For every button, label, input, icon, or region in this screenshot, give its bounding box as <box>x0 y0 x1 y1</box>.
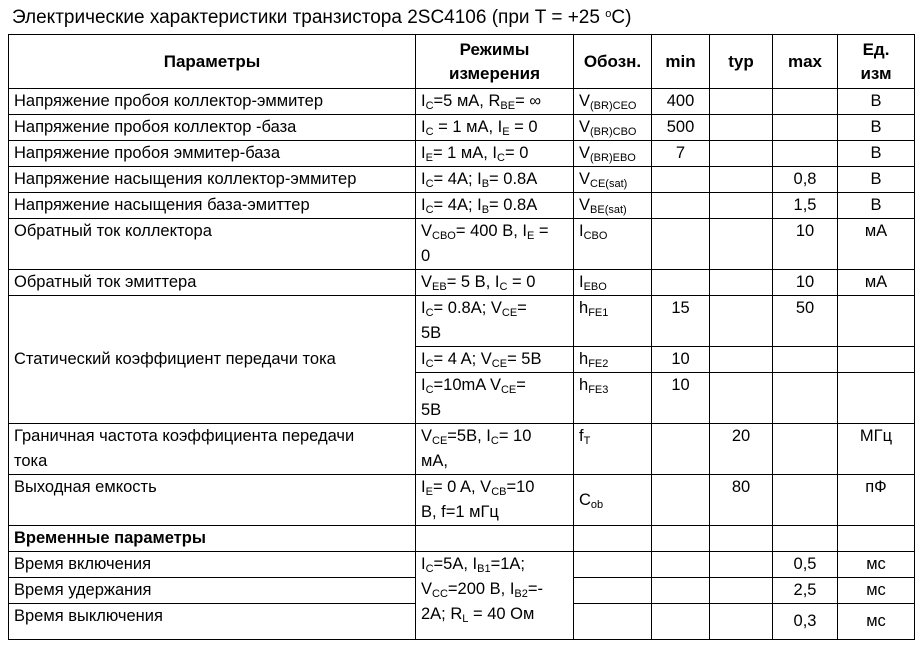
min-cell <box>652 578 710 604</box>
typ-cell <box>710 219 773 270</box>
max-cell <box>773 141 838 167</box>
cond-cell: $I_E= 1$ мА, $I_C= 0$ <box>416 141 574 167</box>
min-cell <box>652 552 710 578</box>
cond-cell: $I_C= 4A$; $I_B= 0.8A$ <box>416 167 574 193</box>
unit-cell: В <box>838 193 915 219</box>
min-cell <box>652 219 710 270</box>
cond-cell: $I_C= 0.8A$; $V_{CE}=$ 5В <box>416 296 574 347</box>
cond-cell <box>416 526 574 552</box>
max-cell: 0,5 <box>773 552 838 578</box>
cond-cell: $I_C=5$ мА, $R_{BE}=$ ∞ <box>416 89 574 115</box>
min-cell <box>652 424 710 475</box>
sym-cell: $V_{(BR)EBO}$ <box>574 141 652 167</box>
param-cell: Обратный ток коллектора <box>9 219 416 270</box>
min-cell <box>652 270 710 296</box>
table-row <box>9 141 915 167</box>
unit-cell: МГц <box>838 424 915 475</box>
param-cell: Обратный ток эмиттера <box>9 270 416 296</box>
max-cell <box>773 475 838 526</box>
max-cell: 0,3 <box>773 604 838 640</box>
section-row <box>9 526 915 552</box>
table-row <box>9 552 915 578</box>
typ-cell <box>710 526 773 552</box>
section-heading: Временные параметры <box>9 526 416 552</box>
sym-cell: $f_T$ <box>574 424 652 475</box>
max-cell: 50 <box>773 296 838 347</box>
table-row <box>9 193 915 219</box>
table-row <box>9 296 915 347</box>
param-cell: Напряжение насыщения коллектор-эммитер <box>9 167 416 193</box>
min-cell <box>652 604 710 640</box>
cond-cell: $I_C= 4A$; $I_B= 0.8A$ <box>416 193 574 219</box>
unit-cell: В <box>838 141 915 167</box>
header-param: Параметры <box>9 35 416 89</box>
unit-cell: В <box>838 89 915 115</box>
timing-cond-cell: $I_C=5A$, $I_{B1}=1A$; $V_{CC}=200$ В, $I_{B2}=-$ 2A; $R_L = 40$ Ом <box>416 552 574 640</box>
typ-cell <box>710 604 773 640</box>
unit-cell: пФ <box>838 475 915 526</box>
param-cell: Напряжение насыщения база-эмиттер <box>9 193 416 219</box>
table-row <box>9 115 915 141</box>
unit-cell: мс <box>838 604 915 640</box>
max-cell <box>773 373 838 424</box>
min-cell <box>652 167 710 193</box>
min-cell: 500 <box>652 115 710 141</box>
sym-cell: $V_{(BR)CEO}$ <box>574 89 652 115</box>
cond-cell: $I_C = 1$ мА, $I_E = 0$ <box>416 115 574 141</box>
typ-cell: 80 <box>710 475 773 526</box>
param-cell: Напряжение пробоя эммитер-база <box>9 141 416 167</box>
typ-cell <box>710 373 773 424</box>
sym-cell: $V_{CE(sat)}$ <box>574 167 652 193</box>
cond-cell: $V_{EB}= 5$ В, $I_C = 0$ <box>416 270 574 296</box>
cond-cell: $I_C=10mA$ $V_{CE}=$ 5В <box>416 373 574 424</box>
unit-cell: мс <box>838 552 915 578</box>
param-cell: Граничная частота коэффициента передачи тока <box>9 424 416 475</box>
cond-cell: $I_E= 0$ A, $V_{CB}=10$ В, f=1 мГц <box>416 475 574 526</box>
unit-cell: мс <box>838 578 915 604</box>
min-cell: 10 <box>652 347 710 373</box>
max-cell <box>773 424 838 475</box>
table-row <box>9 424 915 475</box>
table-row <box>9 475 915 526</box>
typ-cell <box>710 115 773 141</box>
max-cell <box>773 347 838 373</box>
header-unit: Ед. изм <box>838 35 915 89</box>
max-cell: 2,5 <box>773 578 838 604</box>
header-typ: typ <box>710 35 773 89</box>
typ-cell <box>710 141 773 167</box>
max-cell: 10 <box>773 270 838 296</box>
cond-cell: $V_{CE}=5В$, $I_C= 10$ мА, <box>416 424 574 475</box>
sym-cell: $I_{CBO}$ <box>574 219 652 270</box>
min-cell: 10 <box>652 373 710 424</box>
param-cell: Время выключения <box>9 604 416 640</box>
sym-cell: $h_{FE2}$ <box>574 347 652 373</box>
header-min: min <box>652 35 710 89</box>
typ-cell <box>710 296 773 347</box>
max-cell: 1,5 <box>773 193 838 219</box>
unit-cell: мА <box>838 219 915 270</box>
param-cell: Время удержания <box>9 578 416 604</box>
sym-cell <box>574 578 652 604</box>
param-cell: Напряжение пробоя коллектор-эммитер <box>9 89 416 115</box>
typ-cell <box>710 270 773 296</box>
table-row <box>9 167 915 193</box>
unit-cell <box>838 526 915 552</box>
unit-cell <box>838 296 915 347</box>
min-cell: 15 <box>652 296 710 347</box>
header-sym: Обозн. <box>574 35 652 89</box>
sym-cell: $h_{FE3}$ <box>574 373 652 424</box>
max-cell: 10 <box>773 219 838 270</box>
sym-cell <box>574 604 652 640</box>
max-cell <box>773 115 838 141</box>
typ-cell <box>710 552 773 578</box>
param-cell: Выходная емкость <box>9 475 416 526</box>
sym-cell: $C_{ob}$ <box>574 475 652 526</box>
unit-cell: мА <box>838 270 915 296</box>
min-cell: 7 <box>652 141 710 167</box>
typ-cell <box>710 89 773 115</box>
typ-cell: 20 <box>710 424 773 475</box>
typ-cell <box>710 193 773 219</box>
typ-cell <box>710 167 773 193</box>
min-cell <box>652 526 710 552</box>
characteristics-table <box>8 34 915 640</box>
typ-cell <box>710 347 773 373</box>
table-row <box>9 270 915 296</box>
min-cell: 400 <box>652 89 710 115</box>
max-cell <box>773 89 838 115</box>
param-cell: Время включения <box>9 552 416 578</box>
max-cell: 0,8 <box>773 167 838 193</box>
min-cell <box>652 193 710 219</box>
unit-cell: В <box>838 167 915 193</box>
max-cell <box>773 526 838 552</box>
cond-cell: $I_C= 4$ A; $V_{CE}= 5В$ <box>416 347 574 373</box>
unit-cell <box>838 347 915 373</box>
sym-cell: $V_{(BR)CBO}$ <box>574 115 652 141</box>
sym-cell: $V_{BE(sat)}$ <box>574 193 652 219</box>
sym-cell: $h_{FE1}$ <box>574 296 652 347</box>
sym-cell <box>574 526 652 552</box>
typ-cell <box>710 578 773 604</box>
cond-cell: $V_{CBO}= 400$ В, $I_E$ = 0 <box>416 219 574 270</box>
unit-cell <box>838 373 915 424</box>
min-cell <box>652 475 710 526</box>
document-title: Электрические характеристики транзистора 2SC4106 (при T = +25 $^o$C) <box>12 7 632 28</box>
sym-cell: $I_{EBO}$ <box>574 270 652 296</box>
header-row <box>9 35 915 89</box>
header-mode: Режимы измерения <box>416 35 574 89</box>
table-row <box>9 219 915 270</box>
header-max: max <box>773 35 838 89</box>
param-cell: Напряжение пробоя коллектор -база <box>9 115 416 141</box>
unit-cell: В <box>838 115 915 141</box>
param-cell: Статический коэффициент передачи тока <box>9 296 416 424</box>
sym-cell <box>574 552 652 578</box>
table-row <box>9 89 915 115</box>
